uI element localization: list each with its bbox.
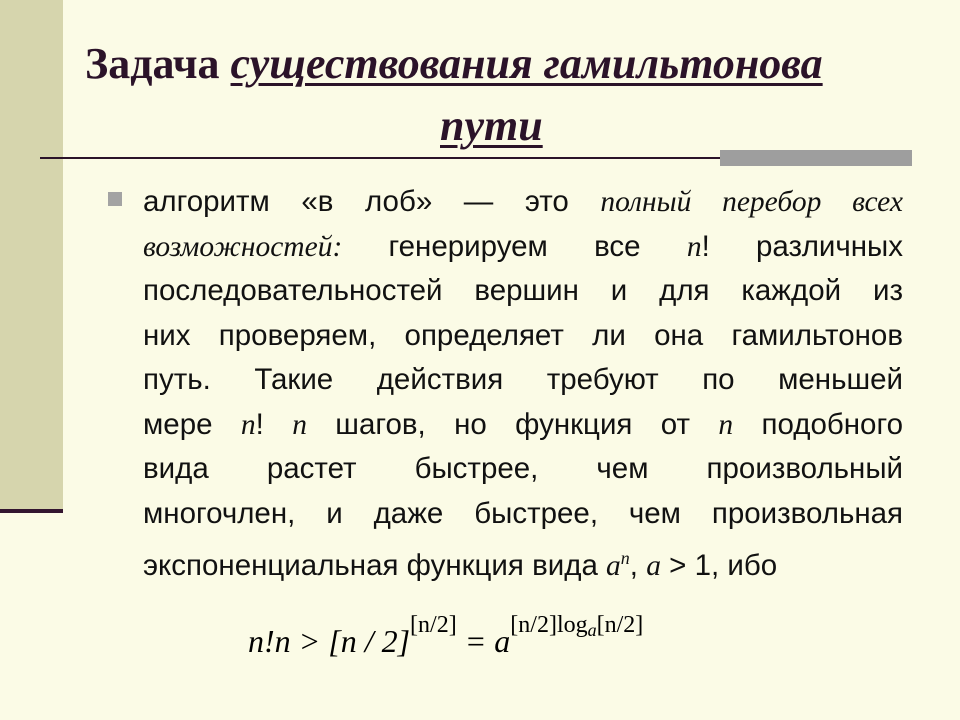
title-emphasis-2: пути <box>440 101 543 150</box>
bullet-square-icon <box>108 192 122 206</box>
paragraph-line-7: вида растет быстрее, чем произвольный <box>143 452 903 485</box>
left-decor-band <box>0 0 63 513</box>
paragraph-line-1: алгоритм «в лоб» — это полный перебор всех <box>143 185 903 218</box>
inequality-formula <box>248 605 643 661</box>
bullet-paragraph <box>143 180 903 581</box>
paragraph-line-2: возможностей: генерируем все n! различных <box>143 229 904 263</box>
paragraph-line-6: мере n! n шагов, но функция от n подобного <box>143 407 903 441</box>
formula-lhs: n!n > [n / 2] <box>248 623 411 659</box>
title-divider-accent <box>720 150 912 166</box>
formula-lhs-exponent: [n/2] <box>410 612 457 638</box>
formula-equals: = a <box>456 623 511 659</box>
paragraph-line-4: них проверяем, определяет ли она гамильтонов <box>143 318 903 352</box>
title-plain: Задача <box>85 39 231 88</box>
formula-rhs-exponent: [n/2]loga[n/2] <box>510 612 644 640</box>
title-emphasis-1: существования гамильтонова <box>230 39 823 88</box>
paragraph-line-9: экспоненциальная функция вида $a^n$, a > 1, ибо <box>143 548 778 582</box>
left-band-underline <box>0 509 63 513</box>
paragraph-line-8: многочлен, и даже быстрее, чем произвольная <box>143 496 903 530</box>
paragraph-line-5: путь. Такие действия требуют по меньшей <box>143 363 903 396</box>
paragraph-line-3: последовательностей вершин и для каждой из <box>143 274 903 307</box>
